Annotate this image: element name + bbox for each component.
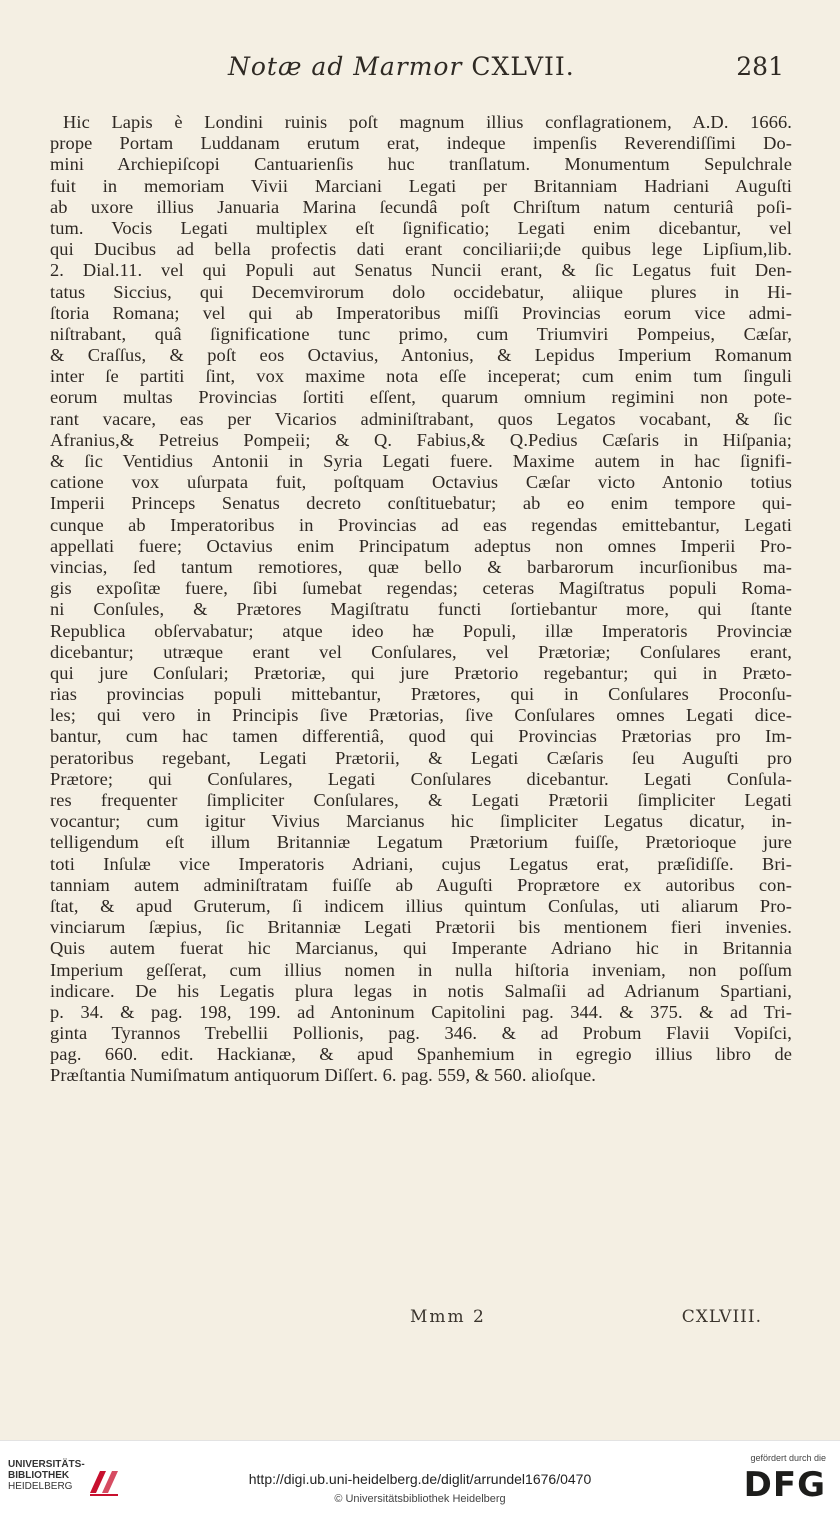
text-line: Hic Lapis è Londini ruinis poſt magnum illius conflagrationem, A.D. 1666. — [63, 112, 792, 132]
running-head — [0, 52, 840, 92]
text-line: ſtoria Romana; vel qui ab Imperatoribus miſſi Provincias eorum vice admi- — [50, 302, 792, 323]
text-line: p. 34. & pag. 198, 199. ad Antoninum Capitolini pag. 344. & 375. & ad Tri- — [50, 1001, 792, 1022]
text-line: 2. Dial.11. vel qui Populi aut Senatus Nuncii erant, & ſic Legatus fuit Den- — [50, 260, 792, 281]
page-number: 281 — [736, 52, 784, 81]
text-line: Præſtantia Numiſmatum antiquorum Diſſert. 6. pag. 559, & 560. alioſque. — [50, 1065, 596, 1086]
text-line: Republica obſervabatur; atque ideo hæ Populi, illæ Imperatoris Provinciæ — [50, 620, 792, 641]
funding-caption: gefördert durch die — [750, 1453, 826, 1463]
dfg-funding-logo[interactable] — [734, 1453, 826, 1513]
text-line: rant vacare, eas per Vicarios adminiſtrabant, quos Legatos vocabant, & ſic — [50, 408, 792, 429]
library-name-line1: UNIVERSITÄTS- — [8, 1459, 85, 1470]
text-line: prope Portam Luddanam erutum erat, indeque impenſis Reverendiſſimi Do- — [50, 133, 792, 154]
signature-row — [0, 1307, 840, 1341]
library-name-line3: HEIDELBERG — [8, 1481, 73, 1492]
running-title — [228, 52, 575, 81]
text-line: res frequenter ſimpliciter Conſulares, & Legati Prætorii ſimpliciter Legati — [50, 790, 792, 810]
text-line: mini Archiepiſcopi Cantuarienſis huc tranſlatum. Monumentum Sepulchrale — [50, 154, 792, 175]
text-line: Afranius,& Petreius Pompeii; & Q. Fabius,& Q.Pedius Cæſaris in Hiſpania; — [50, 429, 792, 450]
permalink-url[interactable]: http://digi.ub.uni-heidelberg.de/diglit/arrundel1676/0470 — [248, 1471, 592, 1487]
text-line: qui Ducibus ad bella profectis dati erant conciliarii;de quibus lege Lipſium,lib. — [50, 239, 792, 260]
text-line: & Craſſus, & poſt eos Octavius, Antonius, & Lepidus Imperium Romanum — [50, 345, 792, 366]
catchword: CXLVIII. — [681, 1307, 762, 1327]
text-line: gis expoſitæ fuere, ſibi ſumebat regendas; ceteras Magiſtratus populi Roma- — [50, 578, 792, 599]
text-line: Imperium geſſerat, cum illius nomen in nulla hiſtoria inveniam, non poſſum — [50, 959, 792, 980]
running-title-italic: Notæ ad Marmor — [228, 52, 463, 81]
text-line: indicare. De his Legatis plura legas in notis Salmaſii ad Adrianum Spartiani, — [50, 980, 792, 1001]
text-line: ginta Tyrannos Trebellii Pollionis, pag. 346. & ad Probum Flavii Vopiſci, — [50, 1023, 792, 1044]
text-line: rias provincias populi mittebantur, Prætores, qui in Conſulares Proconſu- — [50, 684, 792, 705]
text-line: cunque ab Imperatoribus in Provincias ad eas regendas emittebantur, Legati — [50, 514, 792, 535]
text-line: eorum multas Provincias ſortiti eſſent, quarum omnium regimini non pote- — [50, 387, 792, 408]
digitization-footer — [0, 1440, 840, 1520]
text-line: ab uxore illius Januaria Marina ſecundâ poſt Chriſtum natum centuriâ poſi- — [50, 196, 792, 217]
text-line: dicebantur; utræque erant vel Conſulares, vel Prætoriæ; Conſulares erant, — [50, 641, 792, 662]
text-line: catione vox uſurpata fuit, poſtquam Octavius Cæſar victo Antonio totius — [50, 472, 792, 493]
text-line: appellati fuere; Octavius enim Principatum adeptus non omnes Imperii Pro- — [50, 535, 792, 556]
text-line: inter ſe partiti ſint, vox maxime nota eſſe inceperat; cum enim tum ſinguli — [50, 366, 792, 387]
signature-mark: Mmm 2 — [410, 1307, 486, 1327]
text-line: vocantur; cum igitur Vivius Marcianus hic ſimpliciter Legatus dicatur, in- — [50, 811, 792, 832]
text-line: & ſic Ventidius Antonii in Syria Legati fuere. Maxime autem in hac ſignifi- — [50, 451, 792, 471]
text-line: Imperii Princeps Senatus decreto conſtituebatur; ab eo enim tempore qui- — [50, 493, 792, 514]
text-line: telligendum eſt illum Britanniæ Legatum Prætorium fuiſſe, Prætorioque jure — [50, 832, 792, 853]
text-line: peratoribus regebant, Legati Prætorii, & Legati Cæſaris ſeu Auguſti pro — [50, 747, 792, 768]
text-line: tum. Vocis Legati multiplex eſt ſignificatio; Legati enim dicebantur, vel — [50, 217, 792, 238]
text-line: tatus Siccius, qui Decemvirorum dolo occidebatur, aliique plures in Hi- — [50, 281, 792, 302]
text-line: vincias, ſed tantum remotiores, quæ bello & barbarorum incurſionibus ma- — [50, 556, 792, 577]
dfg-logo: DFG — [743, 1465, 826, 1505]
text-line: bantur, cum hac tamen differentiâ, quod qui Provincias Prætorias pro Im- — [50, 726, 792, 747]
body-text — [50, 112, 792, 1087]
text-line: vinciarum ſæpius, ſic Britanniæ Legati Prætorii bis mentionem fieri invenies. — [50, 917, 792, 938]
library-name-line2: BIBLIOTHEK — [8, 1470, 70, 1481]
text-line: tanniam autem adminiſtratam fuiſſe ab Auguſti Proprætore ex autoribus con- — [50, 874, 792, 895]
text-line: Quis autem fuerat hic Marcianus, qui Imperante Adriano hic in Britannia — [50, 938, 792, 959]
copyright-notice: © Universitätsbibliothek Heidelberg — [334, 1493, 506, 1505]
running-title-roman: CXLVII. — [471, 52, 575, 81]
text-line: niſtrabant, quâ ſignificatione tunc primo, cum Triumviri Pompeius, Cæſar, — [50, 323, 792, 344]
text-line: qui jure Conſulari; Prætoriæ, qui jure Prætorio regebantur; qui in Præto- — [50, 662, 792, 683]
text-line: pag. 660. edit. Hackianæ, & apud Spanhemium in egregio illius libro de — [50, 1044, 792, 1065]
text-line: toti Inſulæ vice Imperatoris Adriani, cujus Legatus erat, præſidiſſe. Bri- — [50, 853, 792, 874]
text-line: ni Conſules, & Prætores Magiſtratu functi ſortiebantur more, qui ſtante — [50, 599, 792, 620]
text-line: fuit in memoriam Vivii Marciani Legati per Britanniam Hadriani Auguſti — [50, 175, 792, 196]
text-line: ſtat, & apud Gruterum, ſi indicem illius quintum Conſulas, uti aliarum Pro- — [50, 895, 792, 916]
text-line: Prætore; qui Conſulares, Legati Conſulares dicebantur. Legati Conſula- — [50, 768, 792, 789]
text-line: les; qui vero in Principis ſive Prætorias, ſive Conſulares omnes Legati dice- — [50, 705, 792, 726]
